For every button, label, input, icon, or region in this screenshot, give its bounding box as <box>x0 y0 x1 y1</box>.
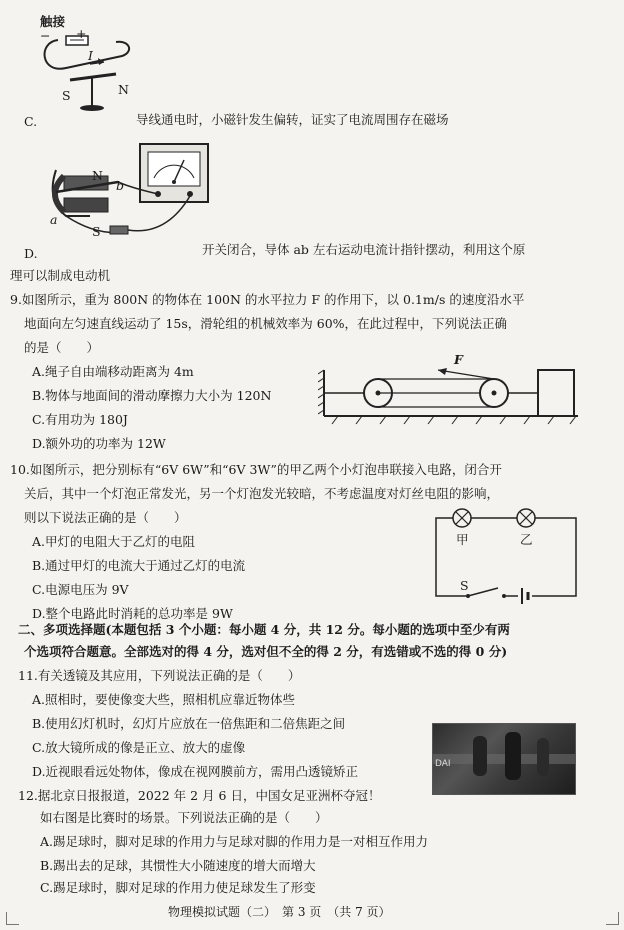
q10-stem-line3: 则以下说法正确的是（ ） <box>24 510 187 525</box>
q12-option-b: B.踢出去的足球，其惯性大小随速度的增大而增大 <box>40 858 316 873</box>
q12-stem-line2: 如右图是比赛时的场景。下列说法正确的是（ ） <box>40 810 328 825</box>
q9-stem-line1: 9.如图所示，重为 800N 的物体在 100N 的水平拉力 F 的作用下，以 0.1m/s 的速度沿水平 <box>10 292 525 307</box>
q9-stem-line3: 的是（ ） <box>24 340 100 355</box>
q9-option-a: A.绳子自由端移动距离为 4m <box>32 364 194 379</box>
q10-option-a: A.甲灯的电阻大于乙灯的电阻 <box>32 534 196 549</box>
option-d-letter: D. <box>24 246 38 261</box>
option-c-text: 导线通电时，小磁针发生偏转，证实了电流周围存在磁场 <box>136 112 449 127</box>
crop-mark-bottom-right <box>606 912 619 925</box>
fig-c-label-plus: + <box>76 26 87 41</box>
q12-option-c: C.踢足球时，脚对足球的作用力使足球发生了形变 <box>40 880 316 895</box>
q11-option-a: A.照相时，要使像变大些，照相机应靠近物体些 <box>32 692 296 707</box>
q10-option-d: D.整个电路此时消耗的总功率是 9W <box>32 606 233 621</box>
fig-c-label-current: I <box>88 48 93 63</box>
fig-d-label-n: N <box>92 168 103 183</box>
fig-q10-label-yi: 乙 <box>520 532 533 547</box>
q12-option-a: A.踢足球时，脚对足球的作用力与足球对脚的作用力是一对相互作用力 <box>40 834 429 849</box>
fig-c-label-minus: − <box>40 28 51 43</box>
fig-q10-label-s: S <box>460 578 469 593</box>
fig-d-label-a: a <box>50 212 58 227</box>
q9-option-c: C.有用功为 180J <box>32 412 128 427</box>
fig-c-label-s: S <box>62 88 71 103</box>
figure-q10-circuit <box>430 504 580 608</box>
q9-option-b: B.物体与地面间的滑动摩擦力大小为 120N <box>32 388 272 403</box>
q12-stem-line1: 12.据北京日报报道，2022 年 2 月 6 日，中国女足亚洲杯夺冠！ <box>18 788 381 803</box>
page-footer: 物理模拟试题（二） 第 3 页 （共 7 页） <box>168 905 391 919</box>
q10-option-c: C.电源电压为 9V <box>32 582 129 597</box>
figure-d-galvanometer <box>36 140 236 250</box>
fig-q10-label-jia: 甲 <box>456 532 469 547</box>
q11-stem: 11.有关透镜及其应用，下列说法正确的是（ ） <box>18 668 301 683</box>
q11-option-c: C.放大镜所成的像是正立、放大的虚像 <box>32 740 246 755</box>
option-d-text-cont: 理可以制成电动机 <box>10 268 111 283</box>
q12-match-photo <box>432 723 576 795</box>
section2-title-line2: 个选项符合题意。全部选对的得 4 分，选对但不全的得 2 分，有选错或不选的得 0 分) <box>24 644 508 659</box>
fig-c-label-n: N <box>118 82 129 97</box>
fig-q9-label-f: F <box>454 352 463 367</box>
option-c-letter: C. <box>24 114 38 129</box>
crop-mark-bottom-left <box>6 912 19 925</box>
figure-q9-pulley <box>318 350 582 430</box>
q10-stem-line1: 10.如图所示，把分别标有“6V 6W”和“6V 3W”的甲乙两个小灯泡串联接入电路，闭合开 <box>10 462 502 477</box>
section2-title-line1: 二、多项选择题(本题包括 3 个小题：每小题 4 分，共 12 分。每小题的选项中至少有两 <box>18 622 510 637</box>
option-d-text: 开关闭合，导体 ab 左右运动电流计指针摆动，利用这个原 <box>202 242 526 257</box>
q10-option-b: B.通过甲灯的电流大于通过乙灯的电流 <box>32 558 246 573</box>
q9-option-d: D.额外功的功率为 12W <box>32 436 166 451</box>
fig-d-label-s: S <box>92 224 101 239</box>
q11-option-d: D.近视眼看远处物体，像成在视网膜前方，需用凸透镜矫正 <box>32 764 359 779</box>
fig-d-label-b: b <box>116 178 125 193</box>
q9-stem-line2: 地面向左匀速直线运动了 15s，滑轮组的机械效率为 60%，在此过程中，下列说法正确 <box>24 316 508 331</box>
q11-option-b: B.使用幻灯机时，幻灯片应放在一倍焦距和二倍焦距之间 <box>32 716 346 731</box>
q10-stem-line2: 关后，其中一个灯泡正常发光，另一个灯泡发光较暗，不考虑温度对灯丝电阻的影响， <box>24 486 500 501</box>
photo-banner-text: DAI <box>435 759 451 769</box>
fig-c-label-touch: 触接 <box>40 14 66 29</box>
